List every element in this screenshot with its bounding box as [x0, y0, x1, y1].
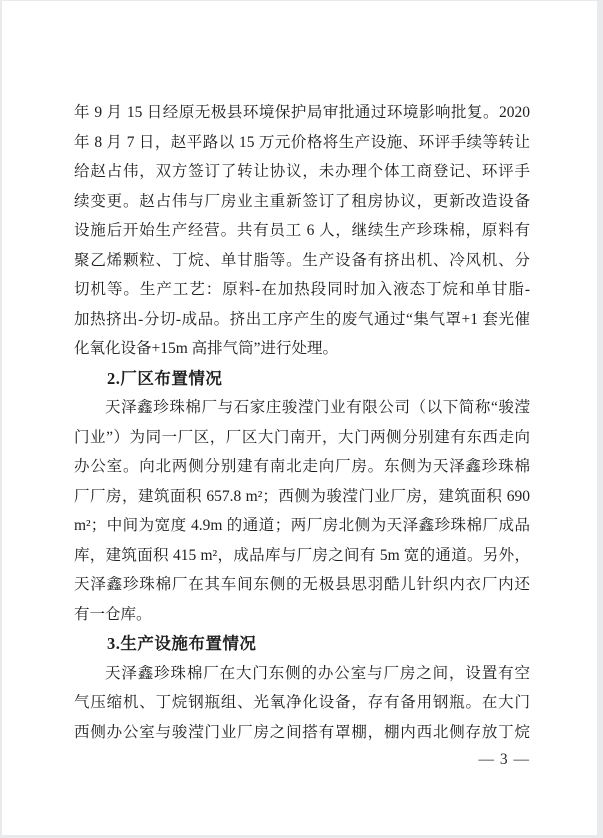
- text-line: 年 9 月 15 日经原无极县环境保护局审批通过环境影响批复。2020: [74, 104, 530, 121]
- text-line: 续变更。赵占伟与厂房业主重新签订了租房协议，更新改造设备: [74, 192, 530, 210]
- text-line: 库，建筑面积 415 m²，成品库与厂房之间有 5m 宽的通道。另外，: [74, 546, 530, 564]
- document-page: [2, 1, 597, 835]
- text-line: 年 8 月 7 日，赵平路以 15 万元价格将生产设施、环评手续等转让: [74, 133, 530, 151]
- section-heading: 2.厂区布置情况: [107, 368, 223, 388]
- text-line: 聚乙烯颗粒、丁烷、单甘脂等。生产设备有挤出机、冷风机、分: [74, 251, 530, 269]
- text-line: 天泽鑫珍珠棉厂在大门东侧的办公室与厂房之间，设置有空: [105, 664, 530, 682]
- page-number: — 3 —: [478, 751, 530, 768]
- text-line: 切机等。生产工艺：原料-在加热段同时加入液态丁烷和单甘脂-: [74, 281, 530, 298]
- text-line: 门业”）为同一厂区，厂区大门南开，大门两侧分别建有东西走向: [74, 428, 530, 446]
- text-line: m²；中间为宽度 4.9m 的通道；两厂房北侧为天泽鑫珍珠棉厂成品: [74, 517, 530, 534]
- section-heading: 3.生产设施布置情况: [107, 634, 257, 653]
- text-line: 天泽鑫珍珠棉厂与石家庄骏滢门业有限公司（以下简称“骏滢: [105, 399, 530, 416]
- text-line: 设施后开始生产经营。共有员工 6 人，继续生产珍珠棉，原料有: [74, 222, 530, 239]
- text-line: 有一仓库。: [74, 605, 152, 623]
- text-line: 加热挤出-分切-成品。挤出工序产生的废气通过“集气罩+1 套光催: [74, 310, 530, 328]
- text-line: 给赵占伟，双方签订了转让协议，未办理个体工商登记、环评手: [74, 163, 530, 180]
- text-line: 气压缩机、丁烷钢瓶组、光氧净化设备，存有备用钢瓶。在大门: [74, 694, 530, 711]
- text-line: 化氧化设备+15m 高排气筒”进行处理。: [74, 340, 339, 357]
- text-line: 厂厂房，建筑面积 657.8 m²；西侧为骏滢门业厂房，建筑面积 690: [74, 487, 530, 505]
- text-line: 天泽鑫珍珠棉厂在其车间东侧的无极县思羽酷儿针织内衣厂内还: [74, 576, 530, 593]
- text-line: 办公室。向北两侧分别建有南北走向厂房。东侧为天泽鑫珍珠棉: [74, 458, 530, 475]
- document-body: [74, 98, 530, 747]
- text-line: 西侧办公室与骏滢门业厂房之间搭有罩棚，棚内西北侧存放丁烷: [74, 723, 530, 741]
